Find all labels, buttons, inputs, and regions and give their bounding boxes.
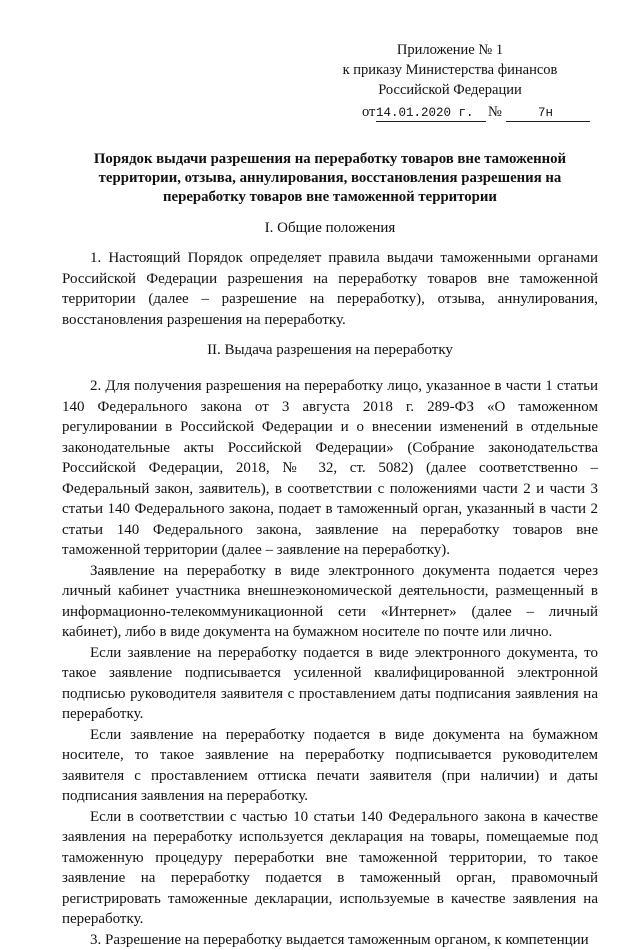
from-label: от bbox=[362, 102, 375, 122]
number-label: № bbox=[488, 102, 502, 122]
paragraph: Если в соответствии с частью 10 статьи 140 Федерального закона в качестве заявления на переработку используется декларация на товары, помещаемые под таможенную процедуру переработки вне таможенной территории, то такое заявление на переработку подается в таможенный орган, правомочный регистрировать таможенные декларации, используемые в качестве заявления на переработку. bbox=[62, 807, 598, 930]
date-underline bbox=[376, 121, 486, 122]
annex-ministry: Российской Федерации bbox=[300, 80, 600, 100]
annex-number: Приложение № 1 bbox=[300, 40, 600, 60]
paragraph: 2. Для получения разрешения на переработку лицо, указанное в части 1 статьи 140 Федерального закона от 3 августа 2018 г. 289-ФЗ «О таможенном регулировании в Российской Федерации и о внесении изменений в отдельные законодательные акты Российской Федерации» (Собрание законодательства Российской Федерации, 2018, № 32, ст. 5082) (далее соответственно – Федеральный закон, заявитель), в соответствии с положениями части 2 и части 3 статьи 140 Федерального закона, подает в таможенный орган, указанный в части 2 статьи 140 Федерального закона, заявление на переработку товаров вне таможенной территории (далее – заявление на переработку). bbox=[62, 376, 598, 561]
order-number: 7н bbox=[538, 103, 553, 123]
section-2-heading: II. Выдача разрешения на переработку bbox=[62, 340, 598, 360]
paragraph: Если заявление на переработку подается в виде документа на бумажном носителе, то такое заявление на переработку подписывается руководителем заявителя с проставлением оттиска печати заявителя (при наличии) и даты подписания заявления на переработку. bbox=[62, 725, 598, 807]
document-title: Порядок выдачи разрешения на переработку товаров вне таможенной территории, отзыва, аннулирования, восстановления разрешения на переработку товаров вне таможенной территории bbox=[62, 150, 598, 207]
number-underline bbox=[506, 121, 590, 122]
paragraph: Заявление на переработку в виде электронного документа подается через личный кабинет участника внешнеэкономической деятельности, размещенный в информационно-телекоммуникационной сети «Интернет» (далее – личный кабинет), либо в виде документа на бумажном носителе по почте или лично. bbox=[62, 561, 598, 643]
annex-order-ref: к приказу Министерства финансов bbox=[300, 60, 600, 80]
section-2-body bbox=[62, 376, 598, 950]
paragraph: 3. Разрешение на переработку выдается таможенным органом, к компетенции bbox=[62, 930, 598, 950]
paragraph: Если заявление на переработку подается в виде электронного документа, то такое заявление подписывается усиленной квалифицированной электронной подписью руководителя заявителя с проставлением даты подписания заявления на переработку. bbox=[62, 643, 598, 725]
order-date-number-line bbox=[300, 102, 600, 124]
section-1-heading: I. Общие положения bbox=[62, 218, 598, 238]
order-date: 14.01.2020 г. bbox=[376, 103, 474, 123]
section-1-body bbox=[62, 248, 598, 330]
paragraph: 1. Настоящий Порядок определяет правила выдачи таможенными органами Российской Федерации разрешения на переработку товаров вне таможенной территории (далее – разрешение на переработку), отзыва, аннулирования, восстановления разрешения на переработку. bbox=[62, 248, 598, 330]
annex-header bbox=[300, 40, 600, 124]
